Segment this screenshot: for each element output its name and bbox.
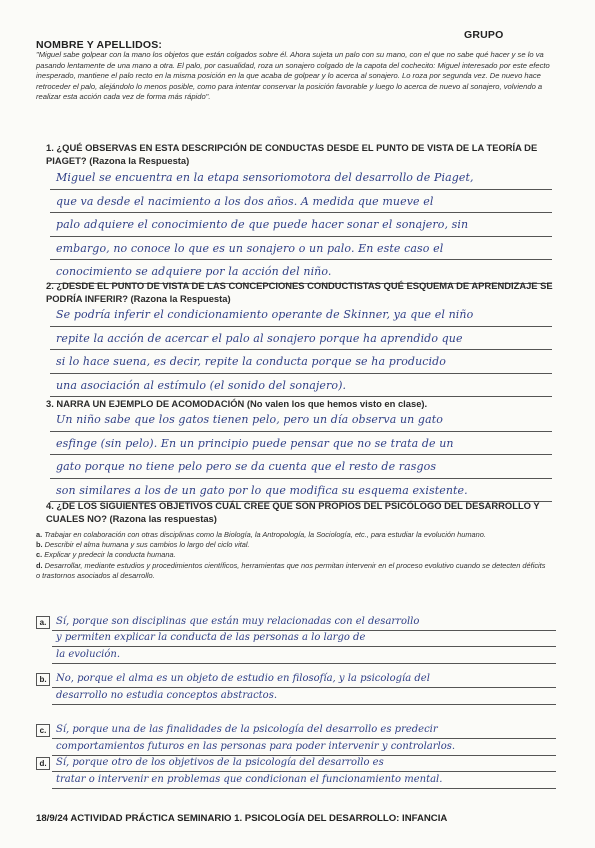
answer-line: esfinge (sin pelo). En un principio puede pensar que no se trata de un xyxy=(50,432,552,456)
answer-line: Un niño sabe que los gatos tienen pelo, pero un día observa un gato xyxy=(50,408,552,432)
question-3: 3. NARRA UN EJEMPLO DE ACOMODACIÓN (No valen los que hemos visto en clase). xyxy=(46,398,428,409)
answer-line: desarrollo no estudia conceptos abstractos. xyxy=(52,688,556,705)
answer-line: Sí, porque otro de los objetivos de la psicología del desarrollo es xyxy=(52,755,556,772)
question-1: 1. ¿QUÉ OBSERVAS EN ESTA DESCRIPCIÓN DE CONDUCTAS DESDE EL PUNTO DE VISTA DE LA TEORÍA DE PIAGET? (Razona la Respuesta) xyxy=(46,142,538,166)
answer-letter-b: b. xyxy=(36,673,50,686)
answer-letter-a: a. xyxy=(36,616,50,629)
answer-line: si lo hace suena, es decir, repite la conducta porque se ha producido xyxy=(50,350,552,374)
intro-text: "Miguel sabe golpear con la mano los objetos que están colgados sobre él. Ahora sujeta un palo con su mano, con el que no sabe qué hacer y se lo va pasando lentamente de una mano a otra. El palo, por casualidad, roza un sonajero colgado de la capota del cochecito: Miguel interesado por este efecto inesperado, mantiene el palo recto en la misma posición en la que acaba de golpear y lo acerca al sonajero. Lo roza por segunda vez. De nuevo hace retroceder el palo, alejándolo lo menos posible, como para intentar conservar la posición favorable y luego lo acerca de nuevo al sonajero, volviendo a realizar esta acción cada vez de forma más rápido". xyxy=(36,50,550,102)
answer-line: Sí, porque son disciplinas que están muy relacionadas con el desarrollo xyxy=(52,614,556,631)
answer-line: que va desde el nacimiento a los dos años. A medida que mueve el xyxy=(50,190,552,214)
answer-1 xyxy=(50,166,552,284)
answer-line: Miguel se encuentra en la etapa sensoriomotora del desarrollo de Piaget, xyxy=(50,166,552,190)
objective-a: a. Trabajar en colaboración con otras disciplinas como la Biología, la Antropología, la Sociología, etc., para estudiar la evolución humano. xyxy=(36,530,486,539)
answer-line: Se podría inferir el condicionamiento operante de Skinner, ya que el niño xyxy=(50,303,552,327)
objectives-list xyxy=(36,530,551,581)
objective-d: d. Desarrollar, mediante estudios y procedimientos científicos, herramientas que nos permitan intervenir en el proceso evolutivo cuando se detecten déficits o trastornos asociados al desarrollo. xyxy=(36,560,546,580)
answer-line: la evolución. xyxy=(52,647,556,664)
answer-line: palo adquiere el conocimiento de que puede hacer sonar el sonajero, sin xyxy=(50,213,552,237)
group-label: GRUPO xyxy=(464,29,504,41)
answer-line: embargo, no conoce lo que es un sonajero o un palo. En este caso el xyxy=(50,237,552,261)
answer-line: gato porque no tiene pelo pero se da cuenta que el resto de rasgos xyxy=(50,455,552,479)
page-footer: 18/9/24 ACTIVIDAD PRÁCTICA SEMINARIO 1. PSICOLOGÍA DEL DESARROLLO: INFANCIA xyxy=(36,813,448,824)
answer-2 xyxy=(50,303,552,397)
answer-line: tratar o intervenir en problemas que condicionan el funcionamiento mental. xyxy=(52,772,556,789)
objective-c: c. Explicar y predecir la conducta humana. xyxy=(36,550,176,560)
question-2: 2. ¿DESDE EL PUNTO DE VISTA DE LAS CONCEPCIONES CONDUCTISTAS QUÉ ESQUEMA DE APRENDIZAJE SE PODRÍA INFERIR? (Razona la Respuesta) xyxy=(46,280,553,304)
answers-4 xyxy=(36,614,556,789)
answer-line: una asociación al estímulo (el sonido del sonajero). xyxy=(50,374,552,398)
question-4: 4. ¿DE LOS SIGUIENTES OBJETIVOS CUÁL CREE QUE SON PROPIOS DEL PSICÓLOGO DEL DESARROLLO Y CUALES NO? (Razona las respuestas) xyxy=(46,500,540,524)
answer-3 xyxy=(50,408,552,502)
answer-line: Sí, porque una de las finalidades de la psicología del desarrollo es predecir xyxy=(52,722,556,739)
answer-line: comportamientos futuros en las personas para poder intervenir y controlarlos. xyxy=(52,739,556,756)
objective-b: b. Describir el alma humana y sus cambios lo largo del ciclo vital. xyxy=(36,540,250,550)
answer-letter-c: c. xyxy=(36,724,50,737)
answer-line: repite la acción de acercar el palo al sonajero porque ha aprendido que xyxy=(50,327,552,351)
name-label: NOMBRE Y APELLIDOS: xyxy=(36,39,163,51)
answer-line: son similares a los de un gato por lo que modifica su esquema existente. xyxy=(50,479,552,503)
answer-line: y permiten explicar la conducta de las personas a lo largo de xyxy=(52,630,556,647)
answer-line: No, porque el alma es un objeto de estudio en filosofía, y la psicología del xyxy=(52,671,556,688)
answer-letter-d: d. xyxy=(36,757,50,770)
answer-line: conocimiento se adquiere por la acción del niño. xyxy=(50,260,552,284)
